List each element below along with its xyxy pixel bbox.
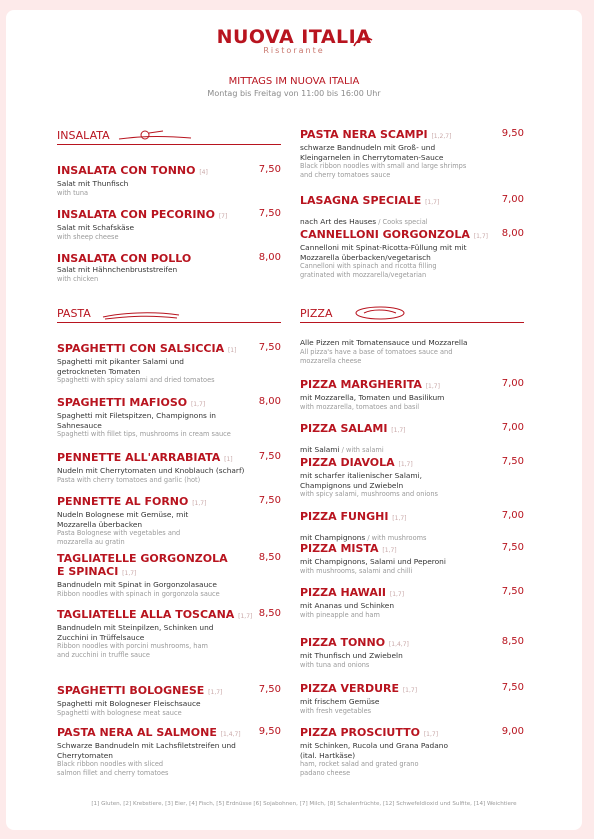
item-desc-en: with spicy salami, mushrooms and onions — [300, 490, 438, 498]
item-name: PIZZA MISTA — [300, 542, 379, 555]
menu-item — [57, 342, 281, 385]
item-price: 7,50 — [501, 586, 524, 597]
menu-item — [57, 451, 281, 485]
item-desc-en: Cannelloni with spinach and ricotta filling gratinated with mozzarella/vegetarian — [300, 262, 437, 279]
allergens: [1,7] — [192, 500, 207, 507]
allergens: [1,4,7] — [220, 731, 241, 738]
item-desc-en: with mozzarella, tomatoes and basil — [300, 402, 420, 411]
allergens: [1,7] — [402, 687, 418, 694]
item-desc-en: with tuna — [57, 188, 89, 197]
allergens: [1,7] — [389, 591, 405, 598]
left-column — [57, 126, 281, 806]
menu-item — [300, 228, 524, 280]
item-price: 7,50 — [258, 208, 281, 219]
item-desc-en: Pasta with cherry tomatoes and garlic (hot) — [57, 475, 201, 484]
item-desc-en: Spaghetti with fillet tips, mushrooms in cream sauce — [57, 430, 231, 438]
item-name: INSALATA CON POLLO — [57, 252, 192, 265]
item-price: 7,50 — [258, 164, 281, 175]
item-desc-de: Spaghetti mit Filetspitzen, Champignons in Sahnesauce — [57, 411, 216, 430]
item-name: PASTA NERA AL SALMONE — [57, 726, 217, 739]
section-title: PIZZA — [300, 307, 333, 320]
item-price: 7,50 — [258, 342, 281, 353]
item-price: 7,50 — [501, 456, 524, 467]
item-price: 7,00 — [501, 422, 524, 433]
menu-item — [300, 542, 524, 576]
menu-item — [57, 252, 281, 284]
menu-item — [57, 495, 281, 547]
menu-item — [57, 608, 281, 660]
item-desc-en: with pineapple and ham — [300, 610, 380, 619]
allergens: [1,7] — [473, 233, 488, 240]
item-price: 8,00 — [258, 396, 281, 407]
item-price: 7,50 — [501, 542, 524, 553]
allergens: [1,4,7] — [388, 641, 409, 648]
item-name: PIZZA SALAMI — [300, 422, 388, 435]
lunch-title: MITTAGS IM NUOVA ITALIA — [228, 76, 360, 87]
brand-swoosh-icon — [352, 34, 374, 48]
item-name: PENNETTE ALL'ARRABIATA — [57, 451, 221, 464]
item-desc-en: with mushrooms, salami and chilli — [300, 566, 413, 575]
section-title: PASTA — [57, 307, 91, 320]
item-price: 7,50 — [501, 682, 524, 693]
item-desc-en: with fresh vegetables — [300, 706, 372, 715]
allergens: [1,2,7] — [431, 133, 452, 140]
pizza-note-de: Alle Pizzen mit Tomatensauce und Mozzarella — [300, 338, 468, 347]
allergen-legend: [1] Gluten, [2] Krebstiere, [3] Eier, [4] Fisch, [5] Erdnüsse [6] Sojabohnen, [7] Milch, [8] Schalenfrüchte, [12] Schwefeldioxid und Sulfite, [14] Weichtiere — [91, 801, 517, 807]
item-price: 9,50 — [501, 128, 524, 139]
item-desc-de: Spaghetti mit pikanter Salami und getrockneten Tomaten — [57, 357, 184, 376]
item-price: 9,00 — [501, 726, 524, 737]
item-price: 8,50 — [501, 636, 524, 647]
item-name: SPAGHETTI CON SALSICCIA — [57, 342, 225, 355]
brand-logo — [6, 26, 582, 55]
allergens: [1,7] — [392, 515, 407, 522]
pizza-ornament-icon — [350, 305, 410, 321]
item-name: CANNELLONI GORGONZOLA — [300, 228, 470, 241]
menu-item — [57, 208, 281, 242]
menu-item: LASAGNA SPECIALE [1,7] 7,00 nach Art des Hauses / Cooks special — [300, 194, 524, 226]
allergens: [7] — [218, 213, 228, 220]
item-desc-en: Black ribbon noodles with sliced salmon fillet and cherry tomatoes — [57, 760, 169, 777]
item-desc-de: mit Salami — [300, 445, 340, 454]
item-price: 9,50 — [258, 726, 281, 737]
item-desc-de: Nudeln Bolognese mit Gemüse, mit Mozzarella überbacken — [57, 510, 189, 529]
item-name: PIZZA MARGHERITA — [300, 378, 422, 391]
section-insalata — [57, 126, 281, 145]
menu-item — [57, 552, 281, 599]
menu-item — [300, 456, 524, 499]
allergens: [1,7] — [122, 570, 137, 577]
item-name: PIZZA PROSCIUTTO — [300, 726, 420, 739]
opening-hours: Montag bis Freitag von 11:00 bis 16:00 Uhr — [207, 89, 381, 98]
menu-item — [57, 726, 281, 778]
allergens: [4] — [199, 169, 208, 176]
item-name: SPAGHETTI MAFIOSO — [57, 396, 188, 409]
allergens: [1,7] — [190, 401, 206, 408]
menu-item: PIZZA FUNGHI [1,7] 7,00 mit Champignons / with mushrooms — [300, 510, 524, 542]
item-desc-en: Cooks special — [382, 218, 428, 226]
item-desc-de: mit Champignons — [300, 533, 366, 542]
item-desc-de: mit Mozzarella, Tomaten und Basilikum — [300, 393, 445, 402]
item-desc-de: mit Schinken, Rucola und Grana Padano (ital. Hartkäse) — [300, 741, 448, 760]
section-pasta — [57, 304, 281, 323]
item-desc-de: mit frischem Gemüse — [300, 697, 380, 706]
allergens: [1,7] — [425, 383, 440, 390]
item-name: PIZZA FUNGHI — [300, 510, 389, 523]
item-desc-en: Pasta Bolognese with vegetables and mozzarella au gratin — [57, 529, 181, 546]
vegetable-ornament-icon — [115, 129, 195, 143]
item-desc-de: Salat mit Thunfisch — [57, 179, 129, 188]
allergens: [1,7] — [425, 199, 440, 206]
menu-item — [57, 164, 281, 198]
item-name: INSALATA CON TONNO — [57, 164, 196, 177]
item-desc-en: Spaghetti with bolognese meat sauce — [57, 708, 182, 717]
menu-item — [57, 396, 281, 439]
item-desc-de: mit Ananas und Schinken — [300, 601, 395, 610]
item-desc-de: mit Thunfisch und Zwiebeln — [300, 651, 403, 660]
allergens: [1,7] — [382, 547, 397, 554]
item-name: TAGLIATELLE GORGONZOLA E SPINACI — [57, 552, 228, 578]
item-price: 8,50 — [258, 552, 281, 563]
menu-item — [300, 726, 524, 778]
item-desc-en: with chicken — [57, 274, 99, 283]
item-desc-de: Cannelloni mit Spinat-Ricotta-Füllung mit mit Mozzarella überbacken/vegetarisch — [300, 243, 467, 262]
section-title: INSALATA — [57, 129, 110, 142]
item-desc-en: with sheep cheese — [57, 232, 119, 241]
intro — [6, 76, 582, 98]
menu-item — [300, 378, 524, 412]
item-name: PIZZA VERDURE — [300, 682, 399, 695]
item-desc-de: Spaghetti mit Bologneser Fleischsauce — [57, 699, 201, 708]
item-desc-de: nach Art des Hauses — [300, 217, 377, 226]
item-desc-de: Salat mit Schafskäse — [57, 223, 135, 232]
item-desc-de: mit scharfer italienischer Salami, Champignons und Zwiebeln — [300, 471, 423, 490]
item-name: TAGLIATELLE ALLA TOSCANA — [57, 608, 235, 621]
item-desc-en: with salami — [345, 446, 384, 454]
item-desc-en: with tuna and onions — [300, 660, 370, 669]
item-price: 7,50 — [258, 451, 281, 462]
item-price: 8,50 — [258, 608, 281, 619]
brand-subtitle: Ristorante — [263, 46, 325, 55]
item-name: PASTA NERA SCAMPI — [300, 128, 428, 141]
item-desc-en: Ribbon noodles with spinach in gorgonzola sauce — [57, 589, 220, 598]
item-name: PENNETTE AL FORNO — [57, 495, 189, 508]
allergens: [1] — [224, 456, 233, 463]
menu-item — [57, 684, 281, 718]
allergens: [1,7] — [398, 461, 413, 468]
menu-item — [300, 636, 524, 670]
menu-item — [300, 586, 524, 620]
item-desc-de: Salat mit Hähnchenbruststreifen — [57, 265, 178, 274]
item-price: 8,00 — [258, 252, 281, 263]
item-name: INSALATA CON PECORINO — [57, 208, 215, 221]
section-pizza — [300, 304, 524, 323]
item-desc-de: Schwarze Bandnudeln mit Lachsfiletstreifen und Cherrytomaten — [57, 741, 236, 760]
item-desc-de: schwarze Bandnudeln mit Groß- und Kleingarnelen in Cherrytomaten-Sauce — [300, 143, 444, 162]
item-desc-de: Bandnudeln mit Spinat in Gorgonzolasauce — [57, 580, 217, 589]
item-price: 7,00 — [501, 510, 524, 521]
item-name: PIZZA HAWAII — [300, 586, 387, 599]
item-name: PIZZA DIAVOLA — [300, 456, 395, 469]
menu-item — [300, 682, 524, 716]
pizza-note-en: All pizza's have a base of tomatoes sauce and mozzarella cheese — [300, 347, 453, 365]
right-column — [300, 126, 524, 806]
allergens: [1] — [227, 347, 237, 354]
menu-item: PIZZA SALAMI [1,7] 7,00 mit Salami / with salami — [300, 422, 524, 454]
menu-page — [6, 10, 582, 830]
item-desc-de: Bandnudeln mit Steinpilzen, Schinken und Zucchini in Trüffelsauce — [57, 623, 214, 642]
pasta-ornament-icon — [101, 307, 181, 321]
item-name: SPAGHETTI BOLOGNESE — [57, 684, 205, 697]
brand-name: NUOVA ITALIA — [216, 26, 372, 48]
item-desc-en: Black ribbon noodles with small and large shrimps and cherry tomatoes sauce — [300, 162, 467, 179]
allergens: [1,7] — [423, 731, 439, 738]
item-desc-de: mit Champignons, Salami und Peperoni — [300, 557, 446, 566]
item-desc-en: Spaghetti with spicy salami and dried tomatoes — [57, 376, 215, 384]
item-name: LASAGNA SPECIALE — [300, 194, 422, 207]
allergens: [1,7] — [238, 613, 253, 620]
pizza-note — [300, 338, 524, 366]
item-desc-de: Nudeln mit Cherrytomaten und Knoblauch (scharf) — [57, 466, 245, 475]
allergens: [1,7] — [208, 689, 223, 696]
allergens: [1,7] — [391, 427, 406, 434]
item-desc-en: Ribbon noodles with porcini mushrooms, ham and zucchini in truffle sauce — [57, 642, 208, 659]
menu-item — [300, 128, 524, 180]
item-name: PIZZA TONNO — [300, 636, 386, 649]
item-desc-en: ham, rocket salad and grated grano padano cheese — [300, 760, 419, 777]
item-price: 8,00 — [501, 228, 524, 239]
item-price: 7,50 — [258, 684, 281, 695]
item-price: 7,00 — [501, 378, 524, 389]
item-price: 7,50 — [258, 495, 281, 506]
item-desc-en: with mushrooms — [371, 534, 427, 542]
item-price: 7,00 — [501, 194, 524, 205]
